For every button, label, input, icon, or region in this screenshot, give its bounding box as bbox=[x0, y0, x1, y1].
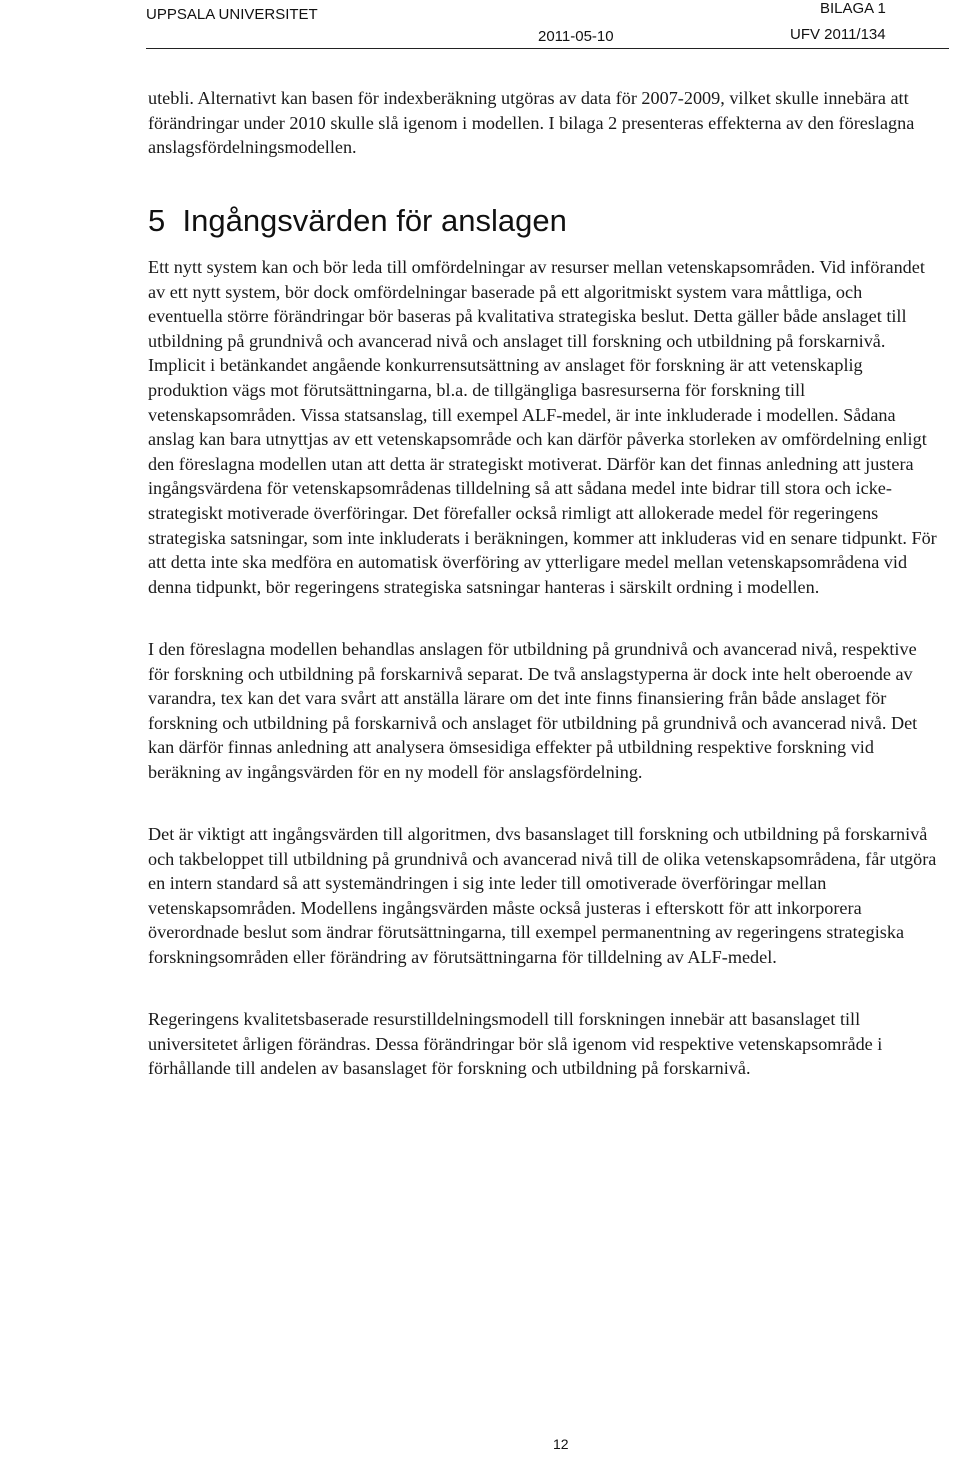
intro-paragraph: utebli. Alternativt kan basen för indexberäkning utgöras av data för 2007-2009, vilket skulle innebära att förändringar under 2010 skulle slå igenom i modellen. I bilaga 2 presenteras effekterna av den föreslagna anslagsfördelningsmodellen. bbox=[148, 88, 915, 158]
header-reference-number: UFV 2011/134 bbox=[790, 26, 886, 43]
section-title: Ingångsvärden för anslagen bbox=[182, 203, 567, 238]
header-attachment-label: BILAGA 1 bbox=[820, 0, 886, 17]
body-paragraph-3: Det är viktigt att ingångsvärden till algoritmen, dvs basanslaget till forskning och utbildning på forskarnivå och takbeloppet till utbildning på grundnivå och avancerad nivå till de olika vetenskapsområdena, får utgöra en intern standard så att systemändringen i sig inte leder till omotiverade överföringar mellan vetenskapsområden. Modellens ingångsvärden måste också justeras i efterskott för att inkorporera överordnade beslut som ändrar förutsättningarna, till exempel permanentning av regeringens strategiska forskningsområden eller förändring av förutsättningarna för tilldelning av ALF-medel. bbox=[148, 824, 937, 967]
header-organization: UPPSALA UNIVERSITET bbox=[146, 6, 318, 23]
body-paragraph-2: I den föreslagna modellen behandlas anslagen för utbildning på grundnivå och avancerad nivå, respektive för forskning och utbildning på forskarnivå separat. De två anslagstyperna är dock inte helt oberoende av varandra, tex kan det vara svårt att anställa lärare om det inte finns finansiering från både anslaget för forskning och utbildning på forskarnivå och anslaget för utbildning på grundnivå och avancerad nivå. Det kan därför finnas anledning att analysera ömsesidiga effekter på utbildning respektive forskning vid beräkning av ingångsvärden för en ny modell för anslagsfördelning. bbox=[148, 639, 918, 782]
header-divider bbox=[146, 48, 949, 49]
header-date: 2011-05-10 bbox=[538, 28, 614, 45]
section-heading bbox=[148, 203, 567, 239]
body-paragraph-1: Ett nytt system kan och bör leda till omfördelningar av resurser mellan vetenskapsområden. Vid införandet av ett nytt system, bör dock omfördelningar baserade på ett algoritmiskt system vara måttliga, och eventuella större förändringar bör baseras på kvalitativa strategiska beslut. Detta gäller både anslaget till utbildning på grundnivå och avancerad nivå och anslaget till forskning och utbildning på forskarnivå. Implicit i betänkandet angående konkurrensutsättning av anslaget för forskning är att vetenskaplig produktion vägs mot förutsättningarna, bl.a. de tillgängliga basresurserna för forskning till vetenskapsområden. Vissa statsanslag, till exempel ALF-medel, är inte inkluderade i modellen. Sådana anslag kan bara utnyttjas av ett vetenskapsområde och kan därför påverka storleken av omfördelning enligt den föreslagna modellen utan att detta är strategiskt motiverat. Därför kan det finnas anledning att justera ingångsvärdena för vetenskapsområdenas tilldelning så att sådana medel inte bidrar till stora och icke-strategiskt motiverade överföringar. Det förefaller också rimligt att allokerade medel för regeringens strategiska satsningar, som inte inkluderats i beräkningen, kommer att inkluderas vid en senare tidpunkt. För att detta inte ska medföra en automatisk överföring av ytterligare medel mellan vetenskapsområdena vid denna tidpunkt, bör regeringens strategiska satsningar hanteras i särskilt ordning i modellen. bbox=[148, 257, 937, 597]
section-number: 5 bbox=[148, 203, 166, 238]
body-paragraph-4: Regeringens kvalitetsbaserade resurstilldelningsmodell till forskningen innebär att basanslaget till universitetet årligen förändras. Dessa förändringar bör slå igenom vid respektive vetenskapsområde i förhållande till andelen av basanslaget för forskning och utbildning på forskarnivå. bbox=[148, 1009, 883, 1079]
page-number: 12 bbox=[553, 1436, 569, 1452]
